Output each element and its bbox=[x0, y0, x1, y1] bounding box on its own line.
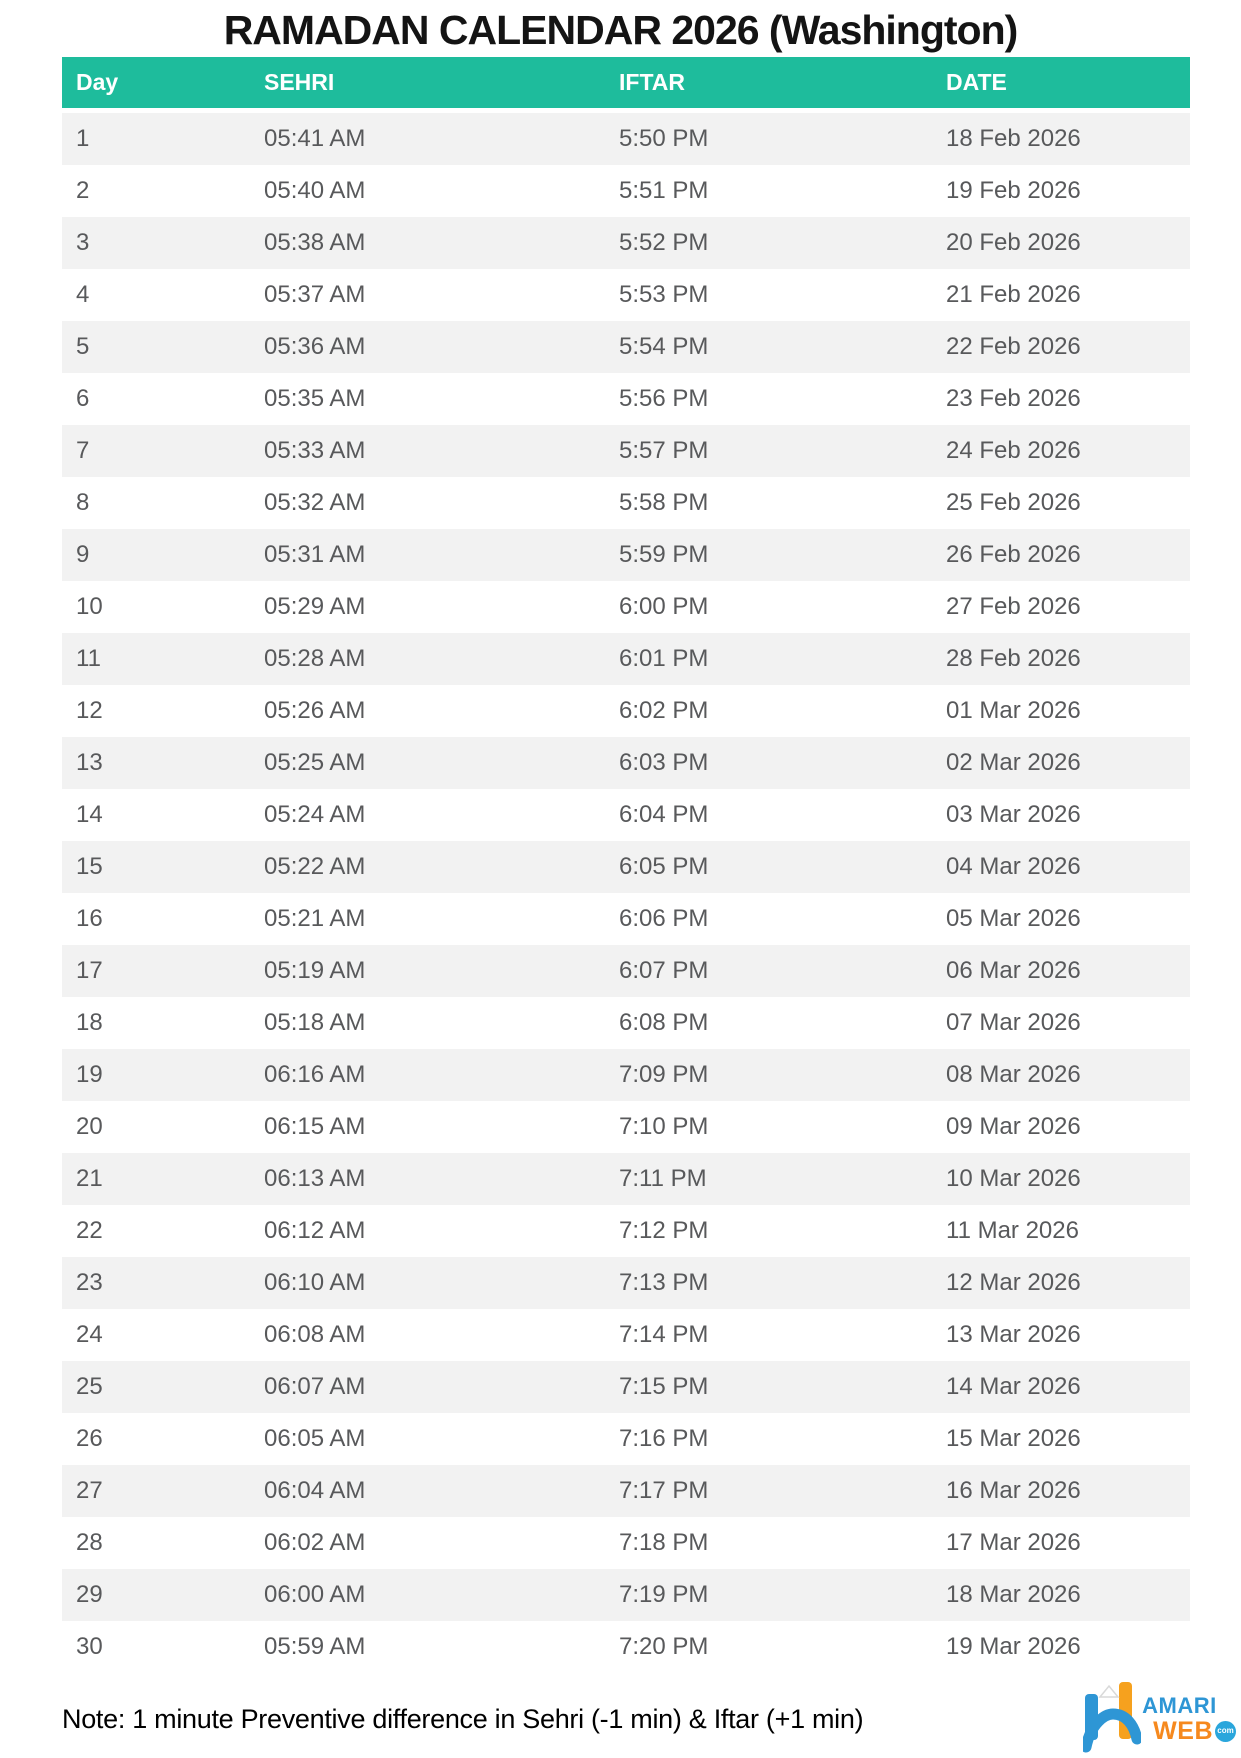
column-header-iftar: IFTAR bbox=[619, 57, 946, 111]
cell-sehri: 06:16 AM bbox=[264, 1061, 366, 1088]
cell-sehri: 06:00 AM bbox=[264, 1581, 366, 1608]
cell-sehri: 05:40 AM bbox=[264, 177, 366, 204]
table-row bbox=[62, 1621, 1190, 1673]
cell-day: 12 bbox=[76, 697, 103, 724]
cell-date: 03 Mar 2026 bbox=[946, 801, 1081, 828]
table-row bbox=[62, 893, 1190, 945]
cell-sehri: 06:07 AM bbox=[264, 1373, 366, 1400]
table-row bbox=[62, 321, 1190, 373]
cell-sehri: 06:13 AM bbox=[264, 1165, 366, 1192]
cell-date: 08 Mar 2026 bbox=[946, 1061, 1081, 1088]
hamariweb-logo bbox=[1083, 1681, 1236, 1758]
column-header-sehri: SEHRI bbox=[264, 57, 619, 111]
cell-day: 18 bbox=[76, 1009, 103, 1036]
cell-iftar: 6:05 PM bbox=[619, 853, 709, 880]
cell-iftar: 6:01 PM bbox=[619, 645, 709, 672]
cell-date: 13 Mar 2026 bbox=[946, 1321, 1081, 1348]
cell-sehri: 05:28 AM bbox=[264, 645, 366, 672]
cell-sehri: 05:41 AM bbox=[264, 125, 366, 152]
table-row bbox=[62, 269, 1190, 321]
cell-day: 23 bbox=[76, 1269, 103, 1296]
cell-iftar: 7:19 PM bbox=[619, 1581, 709, 1608]
table-row bbox=[62, 997, 1190, 1049]
cell-sehri: 05:31 AM bbox=[264, 541, 366, 568]
cell-iftar: 7:14 PM bbox=[619, 1321, 709, 1348]
table-row bbox=[62, 1361, 1190, 1413]
cell-day: 26 bbox=[76, 1425, 103, 1452]
cell-sehri: 06:10 AM bbox=[264, 1269, 366, 1296]
cell-date: 05 Mar 2026 bbox=[946, 905, 1081, 932]
cell-sehri: 05:18 AM bbox=[264, 1009, 366, 1036]
table-row bbox=[62, 425, 1190, 477]
cell-date: 10 Mar 2026 bbox=[946, 1165, 1081, 1192]
cell-sehri: 06:04 AM bbox=[264, 1477, 366, 1504]
cell-iftar: 5:57 PM bbox=[619, 437, 709, 464]
table-row bbox=[62, 841, 1190, 893]
cell-iftar: 7:10 PM bbox=[619, 1113, 709, 1140]
cell-day: 16 bbox=[76, 905, 103, 932]
cell-iftar: 7:17 PM bbox=[619, 1477, 709, 1504]
cell-date: 19 Mar 2026 bbox=[946, 1633, 1081, 1660]
cell-date: 17 Mar 2026 bbox=[946, 1529, 1081, 1556]
table-row bbox=[62, 1257, 1190, 1309]
cell-date: 16 Mar 2026 bbox=[946, 1477, 1081, 1504]
cell-day: 5 bbox=[76, 333, 90, 360]
cell-sehri: 05:21 AM bbox=[264, 905, 366, 932]
cell-iftar: 5:51 PM bbox=[619, 177, 709, 204]
table-row bbox=[62, 217, 1190, 269]
cell-iftar: 5:59 PM bbox=[619, 541, 709, 568]
cell-date: 01 Mar 2026 bbox=[946, 697, 1081, 724]
cell-day: 9 bbox=[76, 541, 90, 568]
cell-iftar: 7:09 PM bbox=[619, 1061, 709, 1088]
table-row bbox=[62, 165, 1190, 217]
cell-date: 26 Feb 2026 bbox=[946, 541, 1081, 568]
table-row bbox=[62, 1309, 1190, 1361]
cell-sehri: 05:25 AM bbox=[264, 749, 366, 776]
cell-date: 18 Feb 2026 bbox=[946, 125, 1081, 152]
cell-iftar: 7:13 PM bbox=[619, 1269, 709, 1296]
cell-iftar: 5:58 PM bbox=[619, 489, 709, 516]
cell-iftar: 5:52 PM bbox=[619, 229, 709, 256]
cell-iftar: 5:56 PM bbox=[619, 385, 709, 412]
logo-text-web: WEB com bbox=[1142, 1719, 1236, 1744]
cell-day: 4 bbox=[76, 281, 90, 308]
cell-iftar: 6:03 PM bbox=[619, 749, 709, 776]
cell-iftar: 7:20 PM bbox=[619, 1633, 709, 1660]
cell-date: 23 Feb 2026 bbox=[946, 385, 1081, 412]
cell-sehri: 06:02 AM bbox=[264, 1529, 366, 1556]
table-header-row bbox=[62, 57, 1190, 111]
cell-day: 20 bbox=[76, 1113, 103, 1140]
cell-day: 14 bbox=[76, 801, 103, 828]
cell-date: 27 Feb 2026 bbox=[946, 593, 1081, 620]
cell-iftar: 6:02 PM bbox=[619, 697, 709, 724]
cell-day: 13 bbox=[76, 749, 103, 776]
cell-date: 19 Feb 2026 bbox=[946, 177, 1081, 204]
logo-text-amari: AMARI bbox=[1142, 1692, 1217, 1718]
cell-iftar: 6:04 PM bbox=[619, 801, 709, 828]
cell-sehri: 05:26 AM bbox=[264, 697, 366, 724]
table-row bbox=[62, 1049, 1190, 1101]
cell-day: 2 bbox=[76, 177, 90, 204]
cell-iftar: 6:00 PM bbox=[619, 593, 709, 620]
com-badge: com bbox=[1215, 1721, 1236, 1742]
cell-iftar: 7:11 PM bbox=[619, 1165, 707, 1192]
cell-date: 21 Feb 2026 bbox=[946, 281, 1081, 308]
cell-sehri: 05:59 AM bbox=[264, 1633, 366, 1660]
cell-sehri: 05:37 AM bbox=[264, 281, 366, 308]
table-row bbox=[62, 581, 1190, 633]
cell-iftar: 7:15 PM bbox=[619, 1373, 709, 1400]
cell-date: 18 Mar 2026 bbox=[946, 1581, 1081, 1608]
note-text: Note: 1 minute Preventive difference in Sehri (-1 min) & Iftar (+1 min) bbox=[62, 1703, 864, 1734]
ramadan-calendar-table bbox=[62, 57, 1190, 1673]
cell-day: 19 bbox=[76, 1061, 103, 1088]
cell-sehri: 05:19 AM bbox=[264, 957, 366, 984]
cell-day: 1 bbox=[76, 125, 90, 152]
table-row bbox=[62, 1465, 1190, 1517]
cell-sehri: 05:36 AM bbox=[264, 333, 366, 360]
cell-day: 24 bbox=[76, 1321, 103, 1348]
house-h-icon bbox=[1083, 1681, 1141, 1758]
cell-date: 14 Mar 2026 bbox=[946, 1373, 1081, 1400]
column-header-day: Day bbox=[62, 57, 264, 111]
cell-date: 02 Mar 2026 bbox=[946, 749, 1081, 776]
table-row bbox=[62, 1413, 1190, 1465]
cell-iftar: 7:18 PM bbox=[619, 1529, 709, 1556]
cell-date: 11 Mar 2026 bbox=[946, 1217, 1079, 1244]
cell-date: 09 Mar 2026 bbox=[946, 1113, 1081, 1140]
cell-day: 6 bbox=[76, 385, 90, 412]
cell-sehri: 05:38 AM bbox=[264, 229, 366, 256]
cell-iftar: 6:07 PM bbox=[619, 957, 709, 984]
table-row bbox=[62, 737, 1190, 789]
cell-day: 17 bbox=[76, 957, 103, 984]
cell-date: 28 Feb 2026 bbox=[946, 645, 1081, 672]
table-row bbox=[62, 1517, 1190, 1569]
cell-sehri: 05:24 AM bbox=[264, 801, 366, 828]
table-row bbox=[62, 111, 1190, 166]
page-title: RAMADAN CALENDAR 2026 (Washington) bbox=[223, 7, 1018, 53]
logo-text bbox=[1142, 1692, 1236, 1745]
cell-date: 07 Mar 2026 bbox=[946, 1009, 1081, 1036]
table-row bbox=[62, 529, 1190, 581]
cell-sehri: 05:33 AM bbox=[264, 437, 366, 464]
table-row bbox=[62, 945, 1190, 997]
table-row bbox=[62, 1101, 1190, 1153]
table-row bbox=[62, 1569, 1190, 1621]
cell-iftar: 5:54 PM bbox=[619, 333, 709, 360]
cell-iftar: 5:50 PM bbox=[619, 125, 709, 152]
table-row bbox=[62, 1153, 1190, 1205]
footer bbox=[62, 1680, 1236, 1758]
cell-iftar: 5:53 PM bbox=[619, 281, 709, 308]
cell-date: 22 Feb 2026 bbox=[946, 333, 1081, 360]
cell-day: 21 bbox=[76, 1165, 103, 1192]
cell-sehri: 06:15 AM bbox=[264, 1113, 366, 1140]
cell-day: 8 bbox=[76, 489, 90, 516]
table-row bbox=[62, 1205, 1190, 1257]
cell-sehri: 05:29 AM bbox=[264, 593, 366, 620]
cell-day: 27 bbox=[76, 1477, 103, 1504]
cell-day: 10 bbox=[76, 593, 103, 620]
cell-date: 12 Mar 2026 bbox=[946, 1269, 1081, 1296]
cell-day: 15 bbox=[76, 853, 103, 880]
cell-date: 06 Mar 2026 bbox=[946, 957, 1081, 984]
cell-date: 25 Feb 2026 bbox=[946, 489, 1081, 516]
cell-date: 20 Feb 2026 bbox=[946, 229, 1081, 256]
cell-day: 30 bbox=[76, 1633, 103, 1660]
cell-sehri: 05:32 AM bbox=[264, 489, 366, 516]
cell-day: 7 bbox=[76, 437, 90, 464]
cell-sehri: 05:35 AM bbox=[264, 385, 366, 412]
cell-sehri: 06:05 AM bbox=[264, 1425, 366, 1452]
cell-sehri: 06:12 AM bbox=[264, 1217, 366, 1244]
cell-sehri: 05:22 AM bbox=[264, 853, 366, 880]
cell-sehri: 06:08 AM bbox=[264, 1321, 366, 1348]
table-row bbox=[62, 633, 1190, 685]
cell-date: 15 Mar 2026 bbox=[946, 1425, 1081, 1452]
cell-date: 24 Feb 2026 bbox=[946, 437, 1081, 464]
cell-day: 22 bbox=[76, 1217, 103, 1244]
table-row bbox=[62, 789, 1190, 841]
table-row bbox=[62, 373, 1190, 425]
cell-day: 25 bbox=[76, 1373, 103, 1400]
cell-day: 28 bbox=[76, 1529, 103, 1556]
table-row bbox=[62, 477, 1190, 529]
cell-day: 11 bbox=[76, 645, 101, 672]
cell-iftar: 7:16 PM bbox=[619, 1425, 709, 1452]
column-header-date: DATE bbox=[946, 57, 1190, 111]
cell-iftar: 6:08 PM bbox=[619, 1009, 709, 1036]
cell-iftar: 6:06 PM bbox=[619, 905, 709, 932]
cell-date: 04 Mar 2026 bbox=[946, 853, 1081, 880]
cell-iftar: 7:12 PM bbox=[619, 1217, 709, 1244]
cell-day: 29 bbox=[76, 1581, 103, 1608]
table-row bbox=[62, 685, 1190, 737]
cell-day: 3 bbox=[76, 229, 90, 256]
